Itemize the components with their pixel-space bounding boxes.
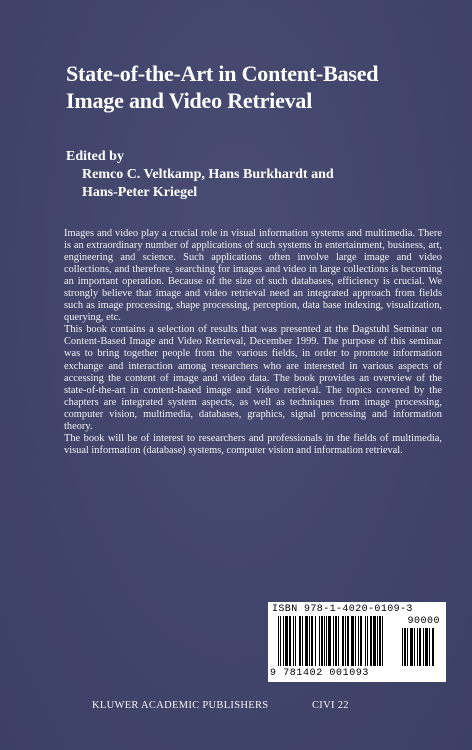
addon-barcode-bars: [402, 628, 442, 666]
description-paragraph-2: This book contains a selection of results that was presented at the Dagstuhl Seminar on Content-Based Image and Video Retrieval, December 1999. The purpose of this seminar was to bring together people from the various fields, in order to promote information exchange and interaction among researchers who are interested in various aspects of accessing the content of image and video data. The book provides an overview of the state-of-the-art in content-based image and video retrieval. The topics covered by the chapters are integrated system aspects, as well as techniques from image processing, computer vision, multimedia, databases, graphics, signal processing and information theory.: [64, 324, 442, 432]
price-code: 90000: [407, 616, 440, 627]
isbn-text: ISBN 978-1-4020-0109-3: [272, 604, 413, 615]
barcode-label: [268, 602, 446, 682]
book-description: [64, 228, 442, 457]
book-title: [66, 60, 446, 114]
book-title-line-1: State-of-the-Art in Content-Based: [66, 61, 379, 86]
ean-barcode-bars: [278, 616, 396, 666]
description-paragraph-3: The book will be of interest to researchers and professionals in the fields of multimedia, visual information (database) systems, computer vision and information retrieval.: [64, 432, 442, 456]
editor-names-line-2: Hans-Peter Kriegel: [82, 185, 198, 200]
book-title-line-2: Image and Video Retrieval: [66, 88, 313, 113]
description-paragraph-1: Images and video play a crucial role in visual information systems and multimedia. There is an extraordinary number of applications of such systems in entertainment, business, art, engineering and science. Such applications often involve large image and video collections, and therefore, searching for images and video in large collections is becoming an important operation. Because of the size of such databases, efficiency is crucial. We strongly believe that image and video retrieval need an integrated approach from fields such as image processing, shape processing, perception, data base indexing, visualization, querying, etc.: [64, 228, 442, 324]
edited-by-label: Edited by: [66, 149, 124, 164]
editors-block: [66, 148, 446, 202]
editor-names-line-1: Remco C. Veltkamp, Hans Burkhardt and: [82, 167, 334, 182]
ean-digits: 9 781402 001093: [270, 668, 370, 679]
catalog-code: CIVI 22: [312, 700, 349, 711]
publisher-name: KLUWER ACADEMIC PUBLISHERS: [92, 700, 269, 711]
